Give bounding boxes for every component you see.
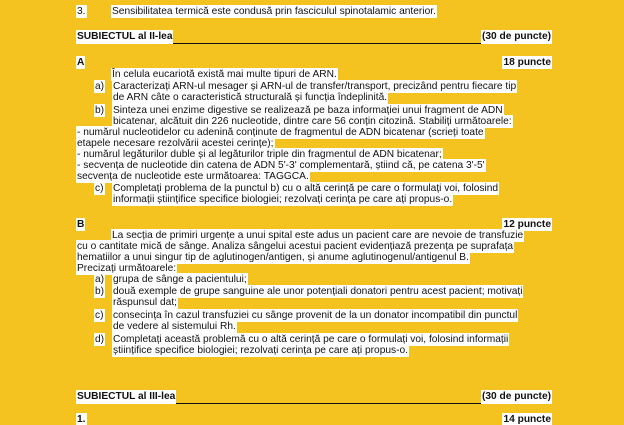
part-b-header	[77, 219, 551, 230]
part-a-label: A	[77, 57, 85, 68]
section-3-part-1-label: 1.	[77, 414, 86, 425]
part-a-a-label: a)	[95, 81, 105, 92]
part-b-d-line-1: Completați această problemă cu o altă cerință pe care o formulați voi, folosind informații	[113, 334, 509, 345]
part-a-c-line-1: Completați problema de la punctul b) cu o altă cerință pe care o formulați voi, folosind	[113, 183, 499, 194]
part-b-c-line-2: de vedere al sistemului Rh.	[113, 321, 236, 332]
part-a-c-line-2: informații științifice specifice biologiei; rezolvați cerința pe care ați propus-o.	[113, 194, 453, 205]
part-b-intro-1: La secția de primiri urgențe a unui spital este adus un pacient care are nevoie de transfuzie	[112, 230, 524, 241]
part-b-b-line-1: două exemple de grupe sanguine ale unor potențiali donatori pentru acest pacient; motivați	[113, 286, 523, 297]
part-b-b-label: b)	[95, 286, 105, 297]
part-b-intro-3: hematiilor a unui singur tip de aglutinogen/antigen, și anume aglutinogenul/antigenul B.	[77, 252, 469, 263]
part-b-d-line-2: științifice specifice biologiei; rezolvați cerința pe care ați propus-o.	[113, 345, 409, 356]
part-b-a-line-1: grupa de sânge a pacientului;	[113, 274, 247, 285]
part-a-b-sub-2: etapele necesare rezolvării acestei cerințe);	[77, 138, 274, 149]
part-a-b-sub-4: - secvența de nucleotide din catena de ADN 5'-3' complementară, știind că, pe catena 3'-5'	[77, 160, 485, 171]
part-b-c-line-1: consecința în cazul transfuziei cu sânge provenit de la un donator incompatibil din punctul	[113, 310, 518, 321]
section-3-heading	[77, 391, 551, 404]
part-a-b-sub-1: - numărul nucleotidelor cu adenină conținute de fragmentul de ADN bicatenar (scrieți toate	[77, 127, 484, 138]
part-a-c-label: c)	[95, 183, 104, 194]
section-3-title: SUBIECTUL al III-lea	[77, 391, 176, 402]
part-a-points: 18 puncte	[503, 57, 551, 68]
section-2-heading	[77, 31, 551, 44]
part-b-intro-2: cu o cantitate mică de sânge. Analiza sângelui acestui pacient evidențiază prezența pe suprafața	[77, 241, 514, 252]
part-a-b-sub-3: - numărul legăturilor duble și al legăturilor triple din fragmentul de ADN bicatenar;	[77, 149, 442, 160]
part-a-a-line-2: de ARN câte o caracteristică structurală și funcția îndeplinită.	[113, 92, 388, 103]
part-a-header	[77, 57, 551, 68]
item-number: 3.	[77, 6, 86, 17]
part-b-lead: Precizați următoarele:	[77, 263, 177, 274]
part-a-b-line-2: bicatenar, alcătuit din 226 nucleotide, dintre care 56 conțin citozină. Stabiliți următoarele:	[113, 116, 512, 127]
item-text: Sensibilitatea termică este condusă prin fasciculul spinotalamic anterior.	[112, 6, 436, 17]
part-b-points: 12 puncte	[503, 219, 551, 230]
section-2-title: SUBIECTUL al II-lea	[77, 31, 173, 42]
section-3-part-1-header	[77, 414, 551, 425]
section-3-points: (30 de puncte)	[481, 391, 551, 402]
part-b-c-label: c)	[95, 310, 104, 321]
part-b-d-label: d)	[95, 334, 105, 345]
part-b-a-label: a)	[95, 274, 105, 285]
part-a-b-line-1: Sinteza unei enzime digestive se realizează pe baza informației unui fragment de ADN	[113, 105, 503, 116]
part-a-b-sub-5: secvența de nucleotide este următoarea: TAGGCA.	[77, 171, 309, 182]
section-2-points: (30 de puncte)	[481, 31, 551, 42]
part-a-intro: În celula eucariotă există mai multe tipuri de ARN.	[112, 69, 337, 80]
part-b-label: B	[77, 219, 85, 230]
part-b-b-line-2: răspunsul dat;	[113, 297, 177, 308]
part-a-a-line-1: Caracterizați ARN-ul mesager și ARN-ul de transfer/transport, precizând pentru fiecare tip	[113, 81, 517, 92]
section-3-part-1-points: 14 puncte	[503, 414, 551, 425]
part-a-b-label: b)	[95, 105, 105, 116]
